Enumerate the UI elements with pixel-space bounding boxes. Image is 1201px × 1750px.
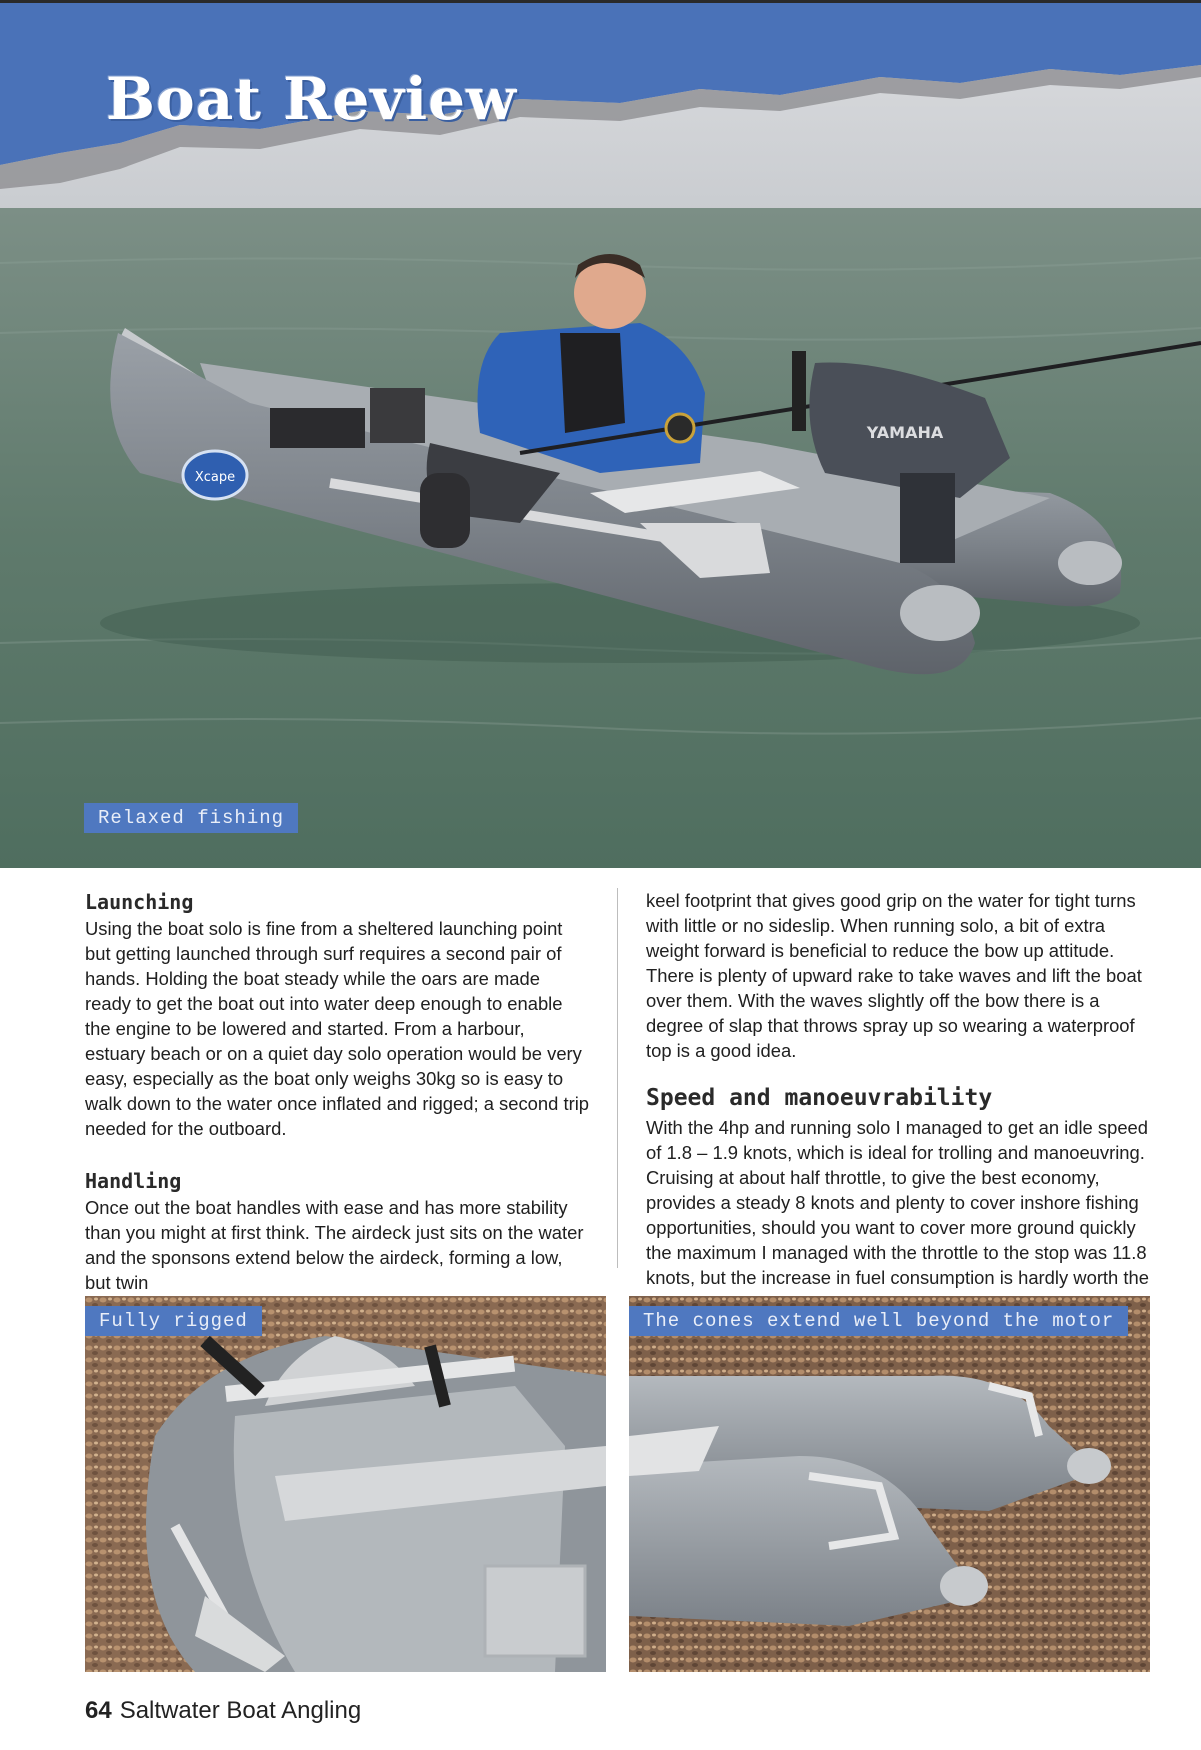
handling-heading: Handling <box>85 1169 182 1193</box>
page-footer <box>85 1697 361 1725</box>
left-column <box>85 888 590 1295</box>
cones-photo <box>629 1296 1150 1672</box>
left-photo-caption: Fully rigged <box>85 1306 262 1336</box>
launching-heading: Launching <box>85 890 194 914</box>
page-title: Boat Review <box>106 65 517 133</box>
handling-text-continued: keel footprint that gives good grip on the water for tight turns with little or no sideslip. When running solo, a bit of extra weight forward is beneficial to reduce the bow up attitude. There is plenty of upward rake to take waves and lift the boat over them. With the waves slightly off the bow there is a degree of slap that throws spray up so wearing a waterproof top is a good idea. <box>646 890 1142 1061</box>
handling-text: Once out the boat handles with ease and has more stability than you might at first think. The airdeck just sits on the water and the sponsons extend below the airdeck, forming a low, but twin <box>85 1197 584 1293</box>
fully-rigged-photo <box>85 1296 606 1672</box>
fully-rigged-illustration <box>85 1296 606 1672</box>
right-photo-caption: The cones extend well beyond the motor <box>629 1306 1128 1336</box>
column-divider <box>617 888 618 1268</box>
speed-heading: Speed and manoeuvrability <box>646 1085 993 1111</box>
hull-logo: Xcape <box>194 470 236 485</box>
speed-text: With the 4hp and running solo I managed to get an idle speed of 1.8 – 1.9 knots, which is ideal for trolling and manoeuvring. Cruising at about half throttle, to give the best economy, provides a steady 8 knots and plenty to cover inshore fishing opportunities, should you want to cover more ground quickly the maximum I managed with the throttle to the stop was 11.8 knots, but the increase in fuel consumption is hardly worth the <box>646 1117 1149 1288</box>
right-column <box>646 888 1156 1290</box>
page-number: 64 <box>85 1697 112 1724</box>
publication-name: Saltwater Boat Angling <box>119 1697 362 1724</box>
motor-brand: YAMAHA <box>866 423 944 442</box>
launching-text: Using the boat solo is fine from a sheltered launching point but getting launched through surf requires a second pair of hands. Holding the boat steady while the oars are made ready to get the boat out into water deep enough to enable the engine to be lowered and started. From a harbour, estuary beach or on a quiet day solo operation would be very easy, especially as the boat only weighs 30kg so is easy to walk down to the water once inflated and rigged; a second trip needed for the outboard. <box>85 918 590 1139</box>
cones-illustration <box>629 1296 1150 1672</box>
hero-photo <box>0 3 1201 868</box>
hero-caption: Relaxed fishing <box>84 803 298 833</box>
